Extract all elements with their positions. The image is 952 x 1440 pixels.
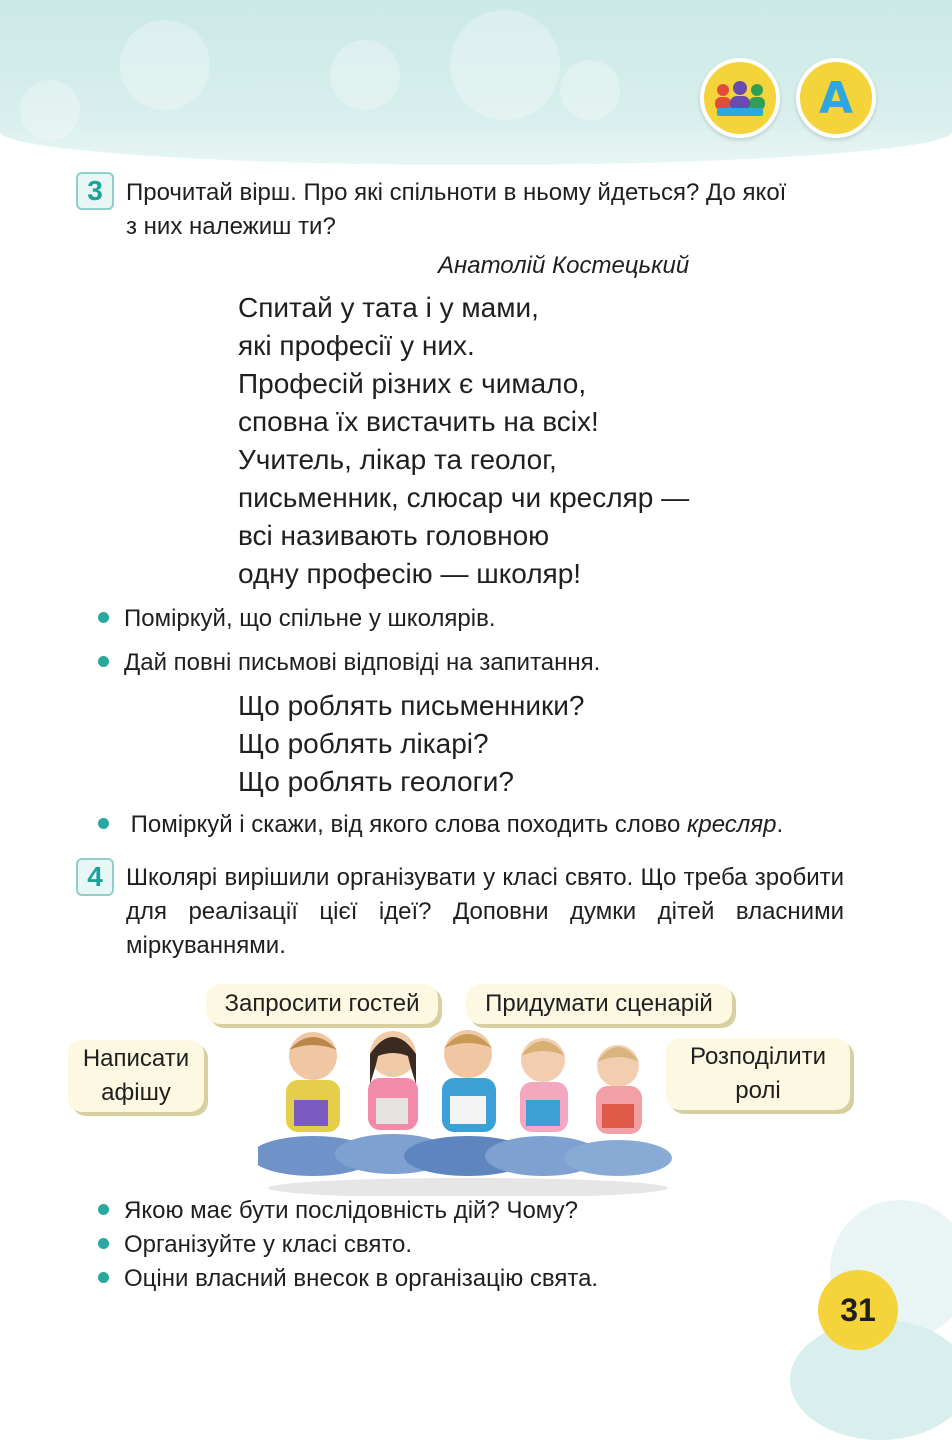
questions <box>238 687 584 801</box>
poem <box>238 289 689 593</box>
bullet-3-word: кресляр <box>687 811 777 838</box>
question-line: Що роблять лікарі? <box>238 728 489 759</box>
bubble-assign-roles-line1: Розподілити <box>690 1043 826 1070</box>
bubble-invite-guests: Запросити гостей <box>206 984 438 1024</box>
poem-line: письменник, слюсар чи кресляр — <box>238 482 690 513</box>
group-people-icon <box>711 78 769 118</box>
task-4-bullet-1: Якою має бути послідовність дій? Чому? <box>98 1194 578 1228</box>
question-line: Що роблять письменники? <box>238 690 585 721</box>
poem-line: всі називають головною <box>238 520 550 551</box>
letter-badge <box>796 58 876 138</box>
task-4-number: 4 <box>76 858 114 896</box>
poem-author: Анатолій Костецький <box>438 252 690 279</box>
bubble-assign-roles <box>666 1038 850 1110</box>
page-number: 31 <box>818 1270 898 1350</box>
question-line: Що роблять геологи? <box>238 766 514 797</box>
poem-line: Спитай у тата і у мами, <box>238 292 539 323</box>
children-photo <box>258 1026 678 1196</box>
task-3-prompt-line1: Прочитай вірш. Про які спільноти в ньому йдеться? До якої <box>126 179 787 206</box>
bullet-3-prefix: Поміркуй і скажи, від якого слова походить слово <box>130 811 688 838</box>
task-3-bullet-2: Дай повні письмові відповіді на запитання. <box>98 646 600 680</box>
task-3-bullet-3 <box>98 808 783 842</box>
task-4-prompt: Школярі вирішили організувати у класі свято. Що треба зробити для реалізації цієї ідеї? Доповни думки дітей власними міркуваннями. <box>126 864 844 959</box>
task-4-bullet-2: Організуйте у класі свято. <box>98 1228 412 1262</box>
poem-line: одну професію — школяр! <box>238 558 582 589</box>
poem-line: які професії у них. <box>238 330 475 361</box>
bubble-create-script: Придумати сценарій <box>466 984 732 1024</box>
bubble-assign-roles-line2: ролі <box>735 1077 781 1104</box>
task-3-bullet-1: Поміркуй, що спільне у школярів. <box>98 602 496 636</box>
task-3-number: 3 <box>76 172 114 210</box>
poem-line: сповна їх вистачить на всіх! <box>238 406 599 437</box>
letter-a: A <box>818 72 854 124</box>
poem-line: Професій різних є чимало, <box>238 368 587 399</box>
task-3-prompt-line2: з них належиш ти? <box>126 213 336 240</box>
bullet-3-suffix: . <box>776 811 784 838</box>
poem-line: Учитель, лікар та геолог, <box>238 444 557 475</box>
bubble-write-poster-line2: афішу <box>101 1079 171 1106</box>
bubble-write-poster <box>68 1040 204 1112</box>
group-badge <box>700 58 780 138</box>
bubble-write-poster-line1: Написати <box>82 1045 190 1072</box>
task-4-bullet-3: Оціни власний внесок в організацію свята. <box>98 1262 598 1296</box>
